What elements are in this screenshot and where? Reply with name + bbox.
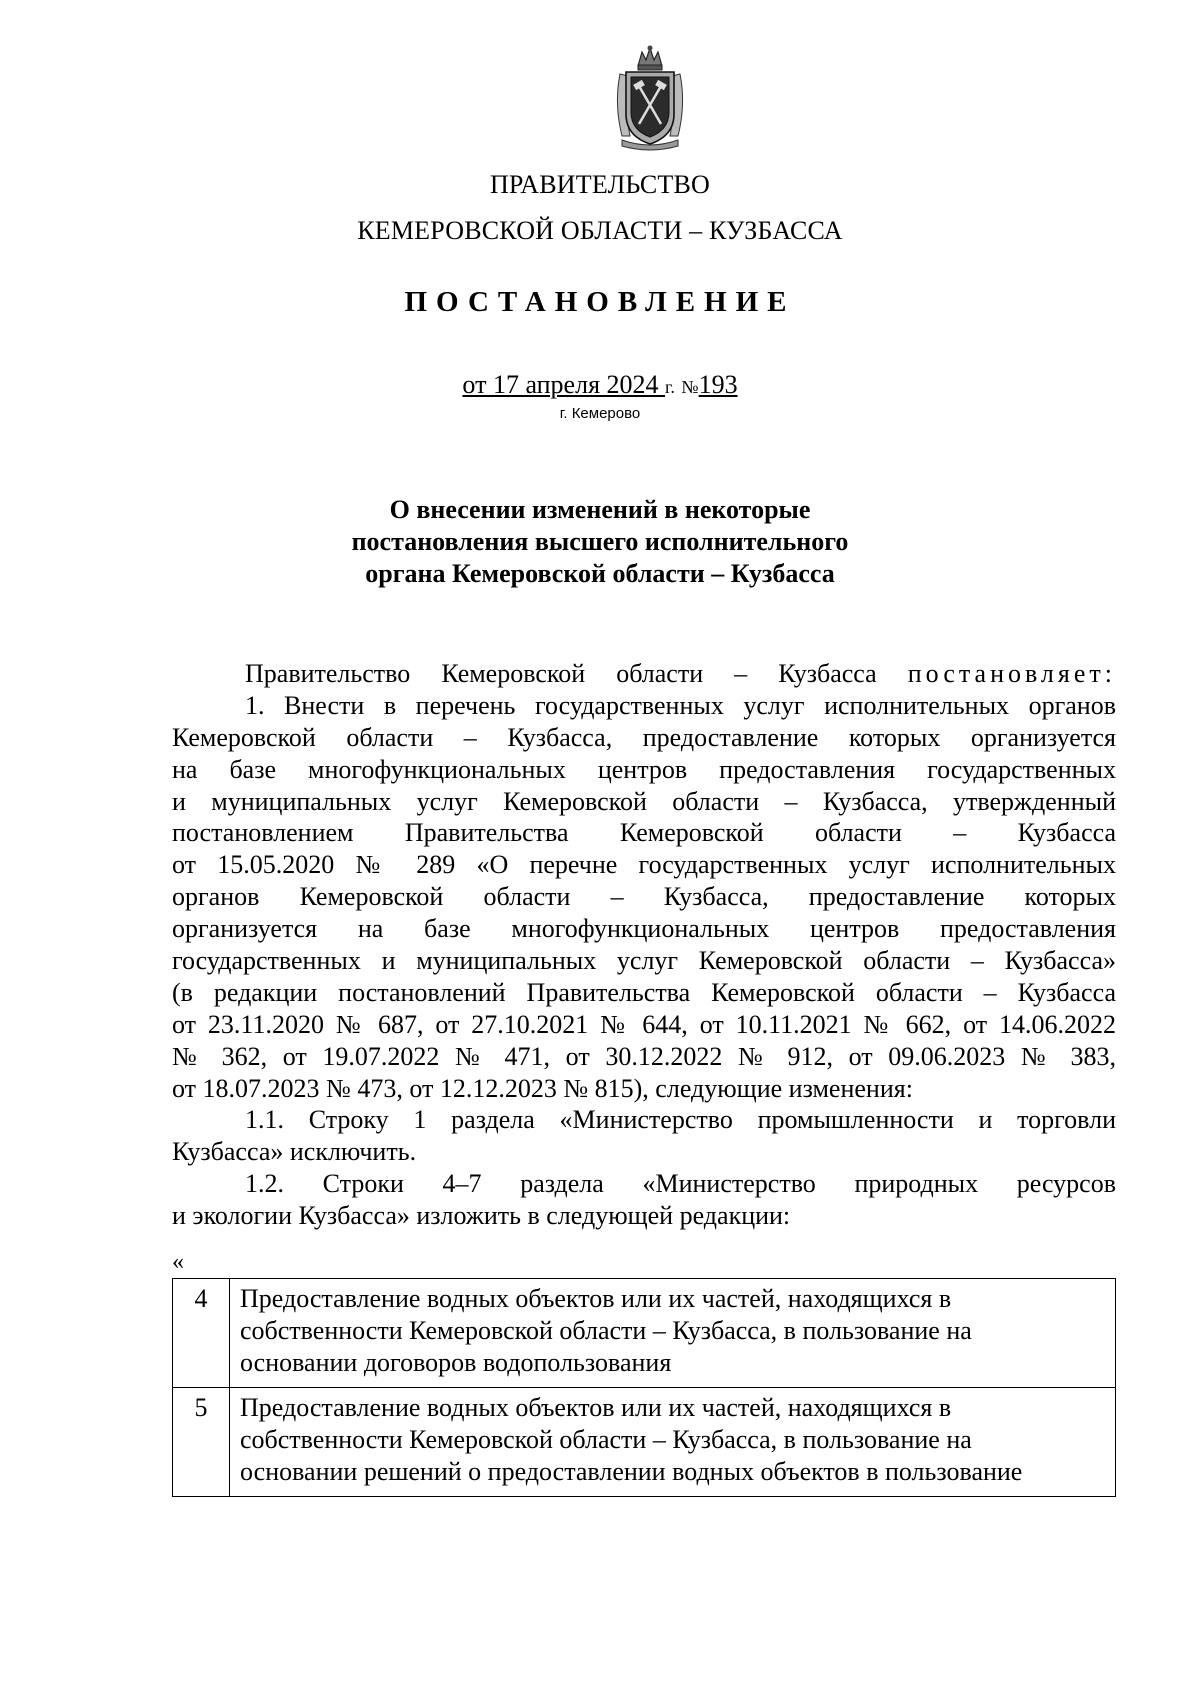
row-text-line: Предоставление водных объектов или их частей, находящихся в [240,1393,952,1422]
body-line: 1.1. Строку 1 раздела «Министерство промышленности и торговли [245,1105,1116,1135]
subject-line: постановления высшего исполнительного [351,527,849,556]
body-line: от 23.11.2020 № 687, от 27.10.2021 № 644, от 10.11.2021 № 662, от 14.06.2022 [172,1009,1116,1039]
document-body [172,658,1116,1232]
document-date: от 17 апреля 2024 [462,370,666,399]
year-suffix: г. [665,377,675,397]
opening-quote: « [172,1249,184,1275]
date-number-line [0,370,1200,400]
intro-text: Правительство Кемеровской области – Кузбасса [245,659,877,688]
body-line: 1.2. Строки 4–7 раздела «Министерство природных ресурсов [245,1169,1116,1199]
document-number: 193 [698,370,738,399]
body-line: и муниципальных услуг Кемеровской области – Кузбасса, утвержденный [172,786,1116,816]
government-title-line2: КЕМЕРОВСКОЙ ОБЛАСТИ – КУЗБАССА [357,216,843,245]
body-line: и экологии Кузбасса» изложить в следующей редакции: [172,1201,791,1231]
subject-line: О внесении изменений в некоторые [389,495,811,524]
row-text [230,1388,1116,1497]
row-text [230,1279,1116,1388]
body-line: органов Кемеровской области – Кузбасса, предоставление которых [172,882,1116,912]
city-name: г. Кемерово [559,405,641,422]
document-subject [0,494,1200,590]
body-line: государственных и муниципальных услуг Кемеровской области – Кузбасса» [172,946,1116,976]
row-text-line: Предоставление водных объектов или их частей, находящихся в [240,1284,952,1313]
table-row [173,1388,1116,1497]
row-text-line: собственности Кемеровской области – Кузбасса, в пользование на [240,1425,972,1454]
row-text-line: основании решений о предоставлении водных объектов в пользование [240,1457,1023,1486]
body-line: № 362, от 19.07.2022 № 471, от 30.12.2022 № 912, от 09.06.2023 № 383, [172,1041,1116,1071]
body-line: от 15.05.2020 № 289 «О перечне государственных услуг исполнительных [172,850,1116,880]
body-line: на базе многофункциональных центров предоставления государственных [172,754,1116,784]
body-intro [172,658,1116,690]
row-number: 4 [173,1279,230,1388]
row-text-line: основании договоров водопользования [240,1348,672,1377]
body-line: (в редакции постановлений Правительства Кемеровской области – Кузбасса [172,977,1116,1007]
body-line: организуется на базе многофункциональных центров предоставления [172,914,1116,944]
government-title-line1: ПРАВИТЕЛЬСТВО [489,170,711,199]
number-sign: № [681,377,699,397]
body-line: Кузбасса» исключить. [172,1137,417,1167]
body-line: Кемеровской области – Кузбасса, предоставление которых организуется [172,722,1116,752]
coat-of-arms-emblem [612,44,688,152]
table-row [173,1279,1116,1388]
body-line: 1. Внести в перечень государственных услуг исполнительных органов [245,690,1116,720]
document-type-heading: ПОСТАНОВЛЕНИЕ [404,286,796,318]
body-line: постановлением Правительства Кемеровской области – Кузбасса [172,818,1116,848]
body-line: от 18.07.2023 № 473, от 12.12.2023 № 815), следующие изменения: [172,1073,913,1103]
row-text-line: собственности Кемеровской области – Кузбасса, в пользование на [240,1316,972,1345]
row-number: 5 [173,1388,230,1497]
intro-resolves: постановляет: [907,659,1116,688]
subject-line: органа Кемеровской области – Кузбасса [365,559,835,588]
services-table [172,1278,1116,1497]
